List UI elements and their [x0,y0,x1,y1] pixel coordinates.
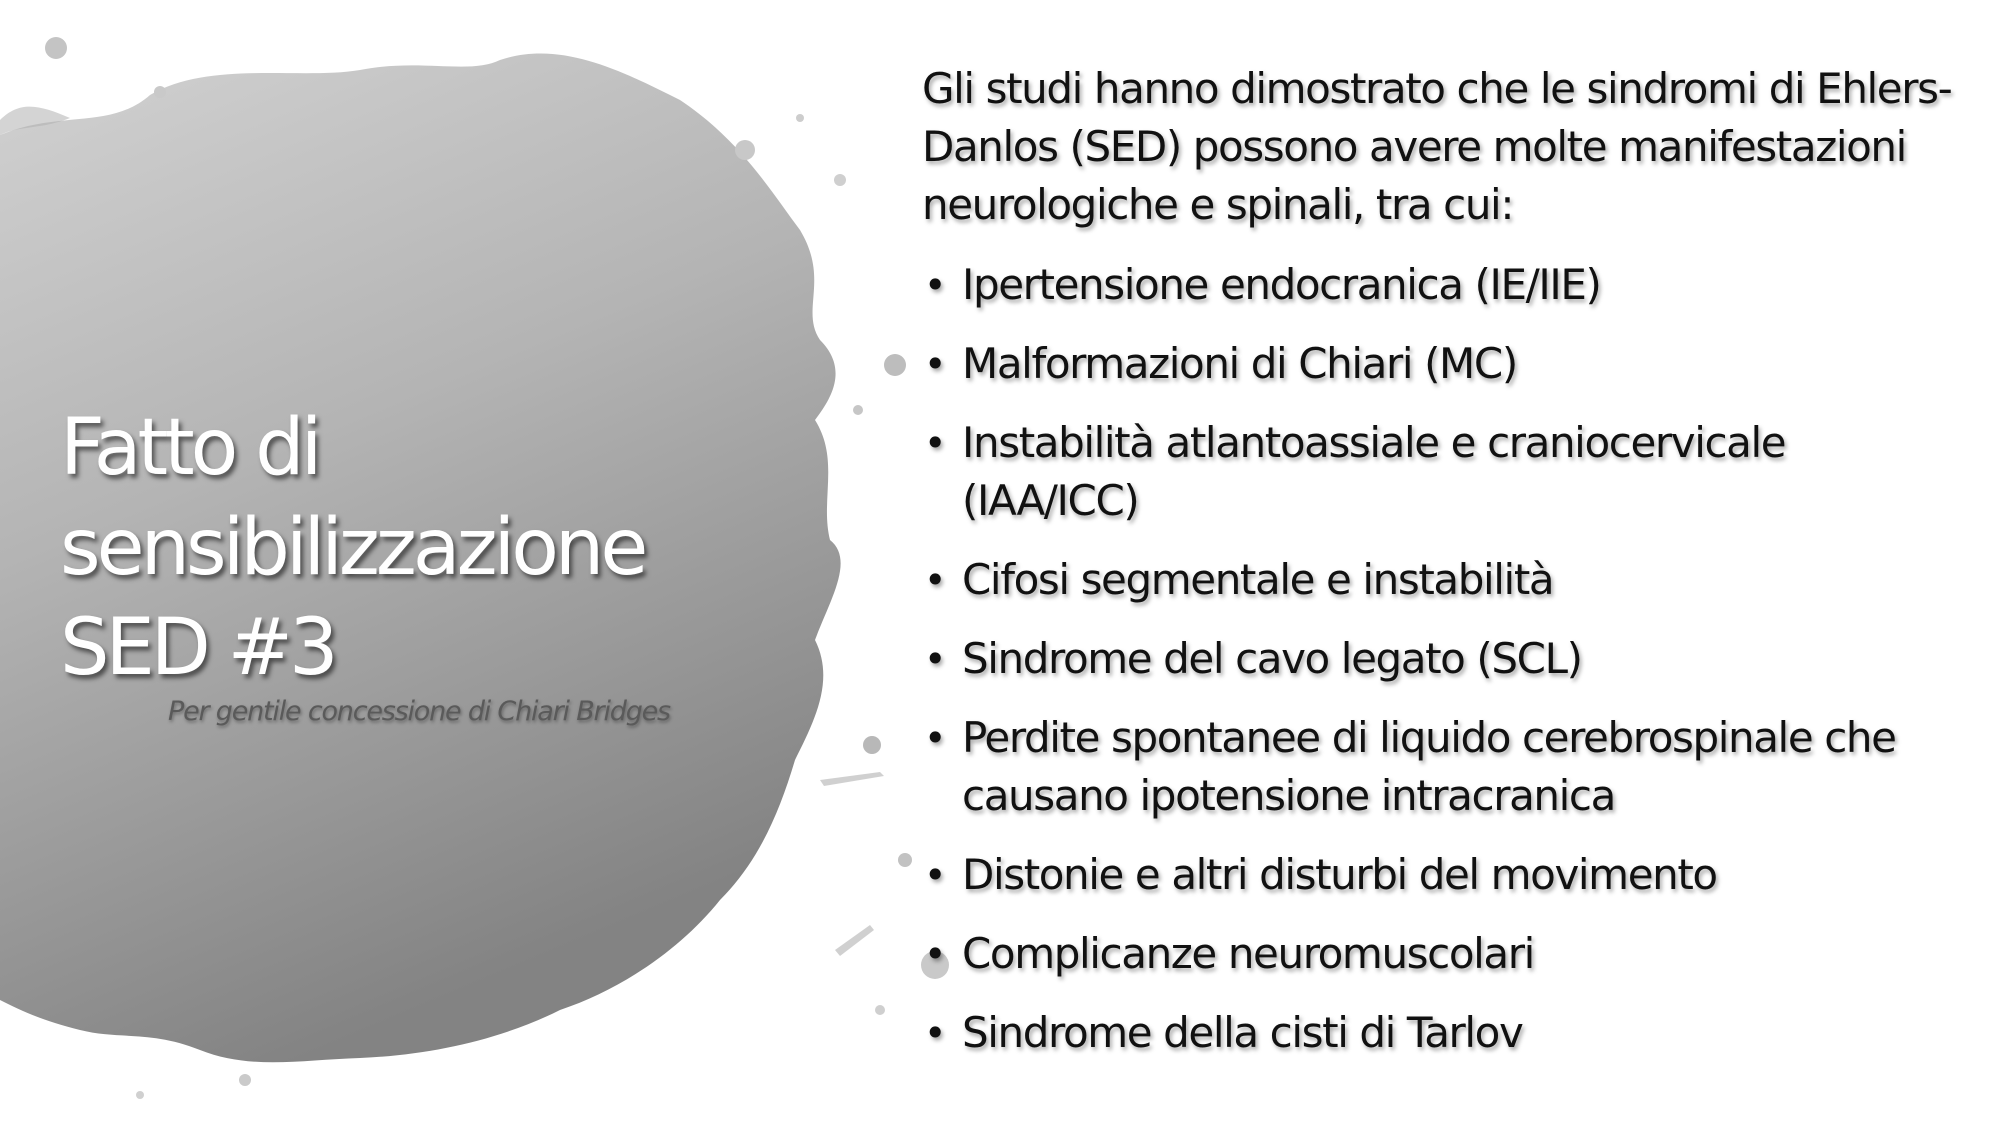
list-item [922,1004,1962,1062]
bullet-icon: • [924,342,946,386]
bullet-icon: • [924,558,946,602]
list-item [922,256,1962,314]
list-item [922,709,1962,825]
bullet-icon: • [924,1011,946,1055]
list-item [922,630,1962,688]
list-item [922,925,1962,983]
title-line-3: SED #3 [60,603,335,693]
list-item [922,414,1962,530]
title-line-2: sensibilizzazione [60,503,645,593]
list-item-text: Instabilità atlantoassiale e craniocervicale (IAA/ICC) [962,418,1786,525]
bullet-icon: • [924,637,946,681]
intro-paragraph: Gli studi hanno dimostrato che le sindromi di Ehlers-Danlos (SED) possono avere molte manifestazioni neurologiche e spinali, tra cui: [922,64,1952,229]
list-item [922,335,1962,393]
bullet-list [922,256,1962,1062]
bullet-icon: • [924,853,946,897]
credit-caption: Per gentile concessione di Chiari Bridges [168,696,670,727]
bullet-icon: • [924,716,946,760]
slide-title [60,398,780,698]
list-item-text: Complicanze neuromuscolari [962,929,1534,978]
list-item [922,551,1962,609]
title-line-1: Fatto di [60,403,319,493]
bullet-icon: • [924,932,946,976]
bullet-icon: • [924,263,946,307]
list-item-text: Distonie e altri disturbi del movimento [962,850,1717,899]
bullet-icon: • [924,421,946,465]
content-area [922,60,1962,1083]
list-item-text: Cifosi segmentale e instabilità [962,555,1554,604]
list-item-text: Perdite spontanee di liquido cerebrospinale che causano ipotensione intracranica [962,713,1896,820]
list-item-text: Sindrome della cisti di Tarlov [962,1008,1523,1057]
list-item-text: Malformazioni di Chiari (MC) [962,339,1517,388]
list-item-text: Ipertensione endocranica (IE/IIE) [962,260,1601,309]
list-item-text: Sindrome del cavo legato (SCL) [962,634,1582,683]
list-item [922,846,1962,904]
